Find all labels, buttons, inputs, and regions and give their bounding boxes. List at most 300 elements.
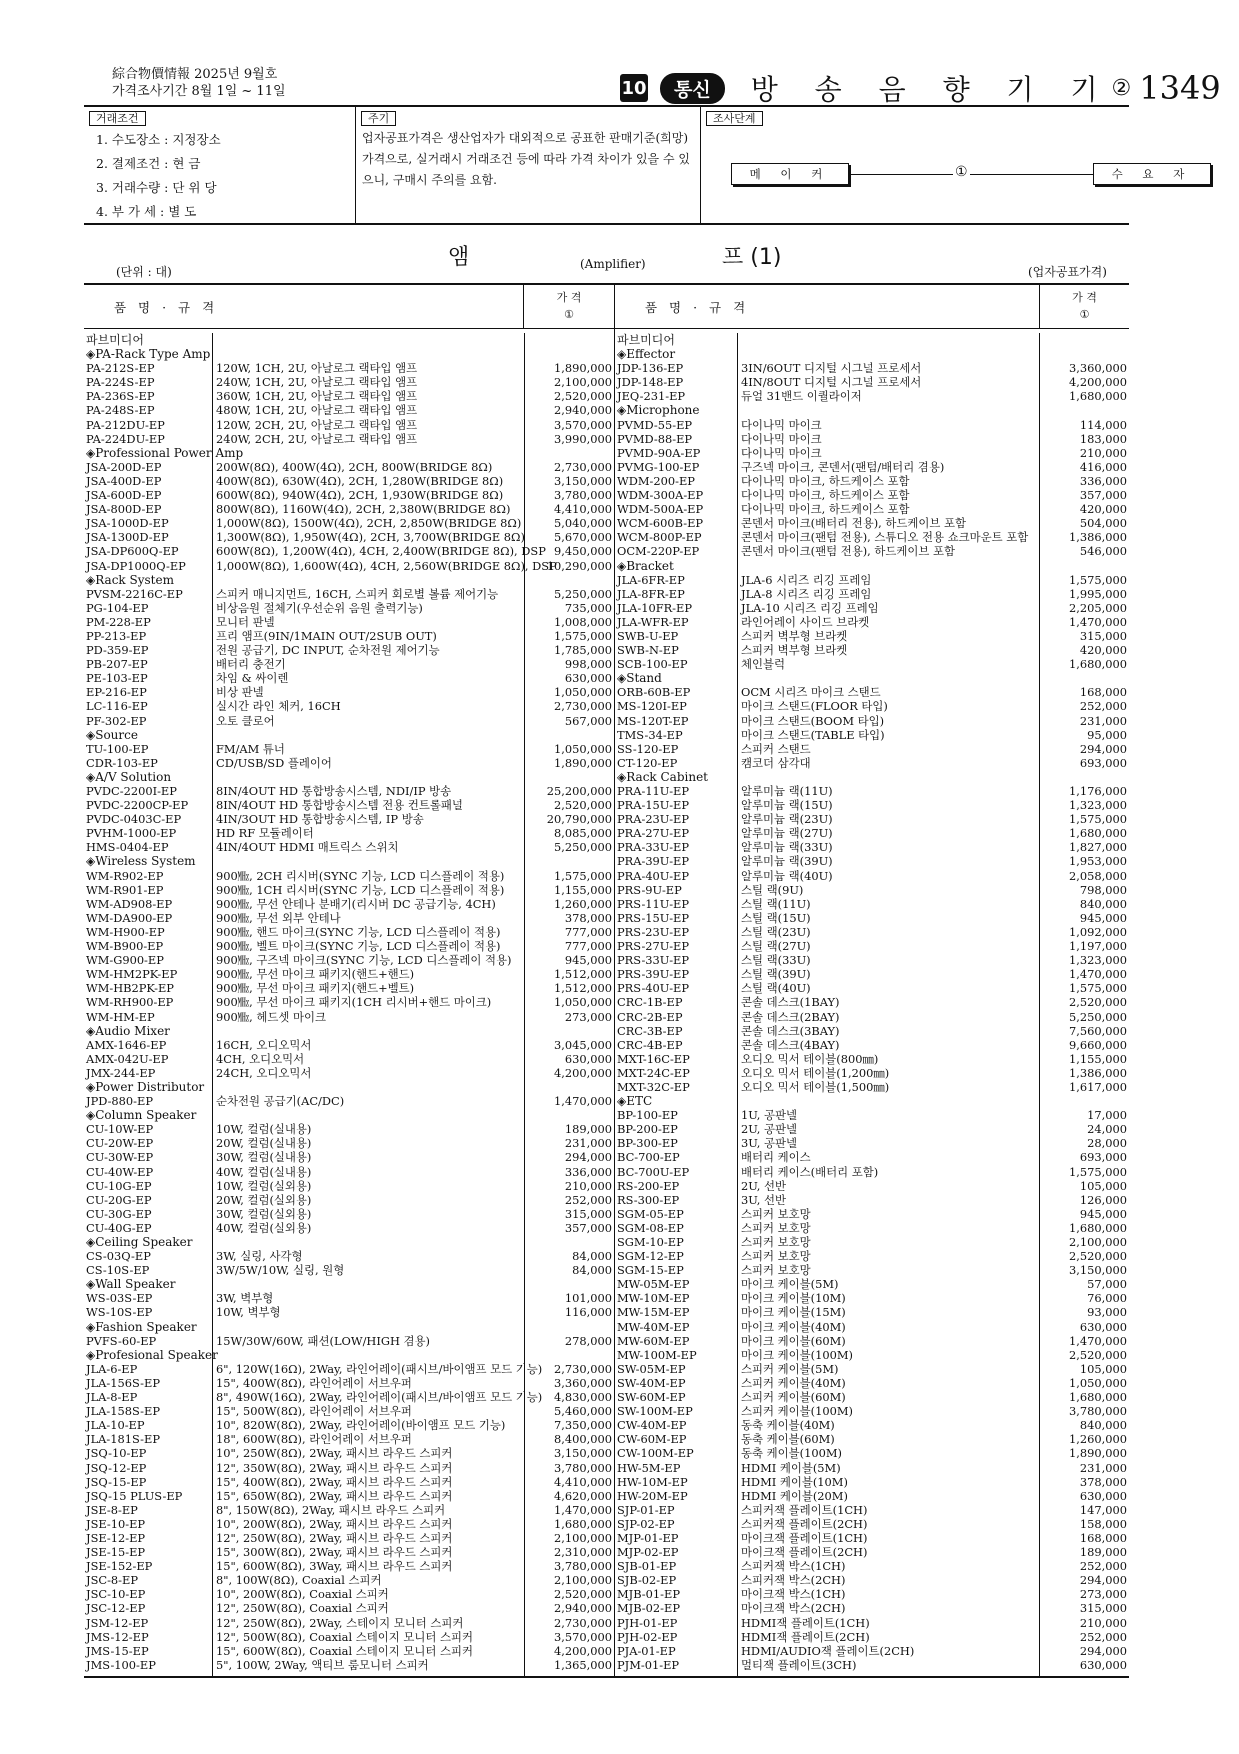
price-value: 5,250,000 <box>554 586 612 601</box>
table-row <box>615 615 1129 629</box>
unit-label: (단위 : 대) <box>116 265 172 279</box>
model-name: CRC-3B-EP <box>617 1023 683 1038</box>
model-name: CU-40W-EP <box>86 1164 154 1179</box>
price-value: 1,890,000 <box>1069 1446 1127 1461</box>
table-row <box>615 587 1129 601</box>
right-rows <box>615 333 1129 1672</box>
model-name: SJB-01-EP <box>617 1559 677 1574</box>
model-name: PJM-01-EP <box>617 1657 680 1672</box>
model-name: WDM-300A-EP <box>617 488 704 503</box>
price-value: 1,575,000 <box>1069 812 1127 827</box>
price-value: 189,000 <box>1079 1545 1127 1560</box>
price-value: 735,000 <box>564 600 612 615</box>
model-name: WM-HM-EP <box>86 1009 155 1024</box>
model-name: HW-10M-EP <box>617 1474 688 1489</box>
spec-text: HD RF 모듈레이터 <box>216 826 314 841</box>
table-row <box>84 869 614 883</box>
model-name: PVHM-1000-EP <box>86 826 177 841</box>
spec-text: 마이크 케이블(15M) <box>741 1305 846 1320</box>
table-row <box>615 1193 1129 1207</box>
price-value: 252,000 <box>564 1192 612 1207</box>
spec-text: 스피커잭 플레이트(2CH) <box>741 1516 868 1531</box>
model-name: JMS-100-EP <box>86 1657 156 1672</box>
table-row <box>84 1489 614 1503</box>
table-row <box>615 516 1129 530</box>
column-price-header <box>1039 285 1129 329</box>
spec-text: 스틸 랙(33U) <box>741 953 811 968</box>
model-name: SJB-02-EP <box>617 1573 677 1588</box>
table-row <box>84 784 614 798</box>
spec-text: 1,300W(8Ω), 1,950W(4Ω), 2CH, 3,700W(BRIDGE 8Ω) <box>216 530 525 545</box>
price-value: 777,000 <box>564 939 612 954</box>
price-value: 8,400,000 <box>554 1432 612 1447</box>
price-value: 1,323,000 <box>1069 798 1127 813</box>
price-value: 1,575,000 <box>1069 1164 1127 1179</box>
table-row <box>615 1122 1129 1136</box>
table-title-right: 프 (1) <box>722 245 782 270</box>
price-value: 93,000 <box>1087 1305 1127 1320</box>
category-row <box>615 1094 1129 1108</box>
price-value: 630,000 <box>1079 1657 1127 1672</box>
price-value: 294,000 <box>1079 1643 1127 1658</box>
spec-text: 12", 350W(8Ω), 2Way, 패시브 라우드 스피커 <box>216 1460 453 1475</box>
table-row <box>84 629 614 643</box>
price-value: 1,680,000 <box>554 1516 612 1531</box>
spec-text: 200W(8Ω), 400W(4Ω), 2CH, 800W(BRIDGE 8Ω) <box>216 459 493 474</box>
spec-text: 900㎒, 핸드 마이크(SYNC 기능, LCD 디스플레이 적용) <box>216 924 501 939</box>
table-row <box>84 925 614 939</box>
table-row <box>615 1446 1129 1460</box>
price-value: 1,050,000 <box>1069 1375 1127 1390</box>
spec-text: 캠코더 삼각대 <box>741 755 811 770</box>
spec-text: 400W(8Ω), 630W(4Ω), 2CH, 1,280W(BRIDGE 8Ω) <box>216 473 504 488</box>
spec-text: 15", 600W(8Ω), Coaxial 스테이지 모니터 스피커 <box>216 1643 474 1658</box>
model-name: CT-120-EP <box>617 755 678 770</box>
table-row <box>615 1587 1129 1601</box>
spec-text: 비상음원 절체기(우선순위 음원 출력기능) <box>216 600 423 615</box>
term-item: 2. 결제조건 : 현 금 <box>96 156 201 171</box>
model-name: SGM-12-EP <box>617 1249 684 1264</box>
price-value: 1,155,000 <box>554 882 612 897</box>
table-row <box>84 1531 614 1545</box>
model-name: JSM-12-EP <box>86 1615 149 1630</box>
table-row <box>84 1587 614 1601</box>
spec-text: 스피커 매니지먼트, 16CH, 스피커 회로별 볼륨 제어기능 <box>216 586 499 601</box>
spec-text: 스피커 보호망 <box>741 1249 811 1264</box>
model-name: OCM-220P-EP <box>617 544 700 559</box>
section-category: 통신 <box>660 73 725 104</box>
model-name: PB-207-EP <box>86 657 148 672</box>
model-name: JLA-8-EP <box>86 1390 138 1405</box>
price-value: 3,780,000 <box>554 488 612 503</box>
price-value: 1,680,000 <box>1069 1390 1127 1405</box>
spec-text: 800W(8Ω), 1160W(4Ω), 2CH, 2,380W(BRIDGE 8Ω) <box>216 502 511 517</box>
table-row <box>84 1150 614 1164</box>
table-row <box>84 1305 614 1319</box>
model-name: PRA-33U-EP <box>617 840 690 855</box>
model-name: JSQ-15 PLUS-EP <box>86 1488 183 1503</box>
category-row <box>615 770 1129 784</box>
table-row <box>84 1207 614 1221</box>
trade-terms-label: 거래조건 <box>89 111 146 126</box>
model-name: JDP-148-EP <box>617 375 684 390</box>
table-row <box>615 812 1129 826</box>
table-row <box>84 826 614 840</box>
table-row <box>84 1334 614 1348</box>
right-column <box>615 285 1129 1676</box>
model-name: PRS-15U-EP <box>617 910 690 925</box>
price-value: 5,670,000 <box>554 530 612 545</box>
price-value: 2,520,000 <box>1069 1347 1127 1362</box>
price-value: 1,323,000 <box>1069 953 1127 968</box>
category-row <box>615 347 1129 361</box>
price-value: 336,000 <box>1079 473 1127 488</box>
spec-text: 8IN/4OUT HD 통합방송시스템 전용 컨트롤패널 <box>216 798 463 813</box>
spec-text: 15W/30W/60W, 패션(LOW/HIGH 겸용) <box>216 1333 430 1348</box>
model-name: WM-B900-EP <box>86 939 164 954</box>
table-row <box>615 1630 1129 1644</box>
spec-text: 라인어레이 사이드 브라켓 <box>741 614 870 629</box>
table-row <box>84 1193 614 1207</box>
price-value: 567,000 <box>564 713 612 728</box>
table-row <box>615 967 1129 981</box>
table-row <box>615 1559 1129 1573</box>
table-row <box>84 1432 614 1446</box>
model-name: SW-05M-EP <box>617 1361 686 1376</box>
model-name: ORB-60B-EP <box>617 685 691 700</box>
table-row <box>615 657 1129 671</box>
price-value: 630,000 <box>564 671 612 686</box>
model-name: PVMD-55-EP <box>617 417 693 432</box>
spec-text: 콘솔 데스크(2BAY) <box>741 1009 840 1024</box>
spec-text: 비상 판넬 <box>216 685 264 700</box>
table-row <box>84 488 614 502</box>
spec-text: 900㎒, 2CH 리시버(SYNC 기능, LCD 디스플레이 적용) <box>216 868 505 883</box>
model-name: EP-216-EP <box>86 685 147 700</box>
column-price-header <box>523 285 614 329</box>
table-row <box>84 1630 614 1644</box>
spec-text: 40W, 컬럼(실내용) <box>216 1164 312 1179</box>
spec-text: 전원 공급기, DC INPUT, 순차전원 제어기능 <box>216 643 440 658</box>
table-row <box>615 1108 1129 1122</box>
table-row <box>84 502 614 516</box>
table-row <box>84 418 614 432</box>
table-row <box>615 1038 1129 1052</box>
price-value: 9,660,000 <box>1069 1037 1127 1052</box>
model-name: PD-359-EP <box>86 643 149 658</box>
spec-text: 다이나믹 마이크, 하드케이스 포함 <box>741 473 910 488</box>
model-name: WM-R901-EP <box>86 882 164 897</box>
price-value: 2,100,000 <box>554 375 612 390</box>
price-value: 2,940,000 <box>554 1601 612 1616</box>
price-value: 1,680,000 <box>1069 389 1127 404</box>
model-name: WM-HM2PK-EP <box>86 967 178 982</box>
spec-text: 10", 200W(8Ω), 2Way, 패시브 라우드 스피커 <box>216 1516 453 1531</box>
price-value: 252,000 <box>1079 699 1127 714</box>
table-row <box>615 1249 1129 1263</box>
table-row <box>84 361 614 375</box>
spec-text: 스피커잭 플레이트(1CH) <box>741 1502 868 1517</box>
table-row <box>84 375 614 389</box>
price-value: 2,940,000 <box>554 403 612 418</box>
category-row <box>84 854 614 868</box>
table-row <box>615 418 1129 432</box>
spec-text: HDMI/AUDIO잭 플레이트(2CH) <box>741 1643 915 1658</box>
category-row <box>84 770 614 784</box>
spec-text: 20W, 컬럼(실외용) <box>216 1192 312 1207</box>
category-label: ◈Microphone <box>617 403 700 418</box>
model-name: JSA-1300D-EP <box>86 530 169 545</box>
price-value: 116,000 <box>564 1305 612 1320</box>
spec-text: 스틸 랙(23U) <box>741 924 811 939</box>
model-name: JLA-8FR-EP <box>617 586 685 601</box>
table-row <box>615 714 1129 728</box>
table-row <box>84 1179 614 1193</box>
category-label: ◈A/V Solution <box>86 769 172 784</box>
model-name: JLA-156S-EP <box>86 1375 160 1390</box>
spec-text: 3W, 실링, 사각형 <box>216 1249 303 1264</box>
price-value: 630,000 <box>564 1051 612 1066</box>
model-name: PRA-27U-EP <box>617 826 690 841</box>
model-name: BP-200-EP <box>617 1122 678 1137</box>
model-name: JSE-8-EP <box>86 1502 138 1517</box>
price-value: 168,000 <box>1079 1530 1127 1545</box>
model-name: JSA-DP600Q-EP <box>86 544 179 559</box>
spec-text: 8", 150W(8Ω), 2Way, 패시브 라우드 스피커 <box>216 1502 446 1517</box>
table-row <box>84 1390 614 1404</box>
spec-text: 스피커 케이블(40M) <box>741 1375 846 1390</box>
spec-text: 600W(8Ω), 940W(4Ω), 2CH, 1,930W(BRIDGE 8Ω) <box>216 488 504 503</box>
spec-text: 900㎒, 무선 마이크 패키지(핸드+핸드) <box>216 967 415 982</box>
spec-text: 스피커 벽부형 브라켓 <box>741 628 848 643</box>
price-value: 210,000 <box>1079 445 1127 460</box>
price-value: 3,150,000 <box>554 1446 612 1461</box>
price-value: 3,570,000 <box>554 417 612 432</box>
price-value: 3,570,000 <box>554 1629 612 1644</box>
price-value: 1,575,000 <box>1069 981 1127 996</box>
model-name: PRS-23U-EP <box>617 924 690 939</box>
table-row <box>84 1446 614 1460</box>
model-name: SW-100M-EP <box>617 1404 693 1419</box>
left-column <box>84 285 615 1676</box>
spec-text: 체인블럭 <box>741 657 786 672</box>
model-name: JLA-6FR-EP <box>617 572 685 587</box>
term-item: 1. 수도장소 : 지정장소 <box>96 132 221 147</box>
spec-text: 900㎒, 무선 마이크 패키지(1CH 리시버+핸드 마이크) <box>216 995 492 1010</box>
price-value: 183,000 <box>1079 431 1127 446</box>
model-name: WM-DA900-EP <box>86 910 173 925</box>
price-value: 998,000 <box>564 657 612 672</box>
category-label: ◈Column Speaker <box>86 1108 197 1123</box>
model-name: JSQ-12-EP <box>86 1460 147 1475</box>
category-row <box>84 1235 614 1249</box>
model-name: PVMD-88-EP <box>617 431 693 446</box>
model-name: PRS-33U-EP <box>617 953 690 968</box>
term-item: 3. 거래수량 : 단 위 당 <box>96 180 217 195</box>
price-value: 4,410,000 <box>554 502 612 517</box>
table-row <box>615 1390 1129 1404</box>
table-row <box>615 1052 1129 1066</box>
model-name: TU-100-EP <box>86 741 149 756</box>
table-row <box>84 1052 614 1066</box>
spec-text: JLA-10 시리즈 리깅 프레임 <box>741 600 879 615</box>
table-row <box>615 361 1129 375</box>
table-row <box>84 601 614 615</box>
table-row <box>84 1221 614 1235</box>
price-value: 114,000 <box>1079 417 1127 432</box>
model-name: WS-03S-EP <box>86 1291 153 1306</box>
table-row <box>615 939 1129 953</box>
price-value: 315,000 <box>1079 628 1127 643</box>
price-value: 24,000 <box>1087 1122 1127 1137</box>
spec-text: 콘덴서 마이크(배터리 전용), 하드케이브 포함 <box>741 516 967 531</box>
table-row <box>84 798 614 812</box>
category-label: ◈Profesional Speaker <box>86 1347 218 1362</box>
spec-text: 스피커 케이블(100M) <box>741 1404 853 1419</box>
table-row <box>615 1179 1129 1193</box>
table-row <box>84 615 614 629</box>
model-name: WM-AD908-EP <box>86 896 173 911</box>
model-name: RS-300-EP <box>617 1192 680 1207</box>
price-basis: (업자공표가격) <box>1028 265 1107 279</box>
price-value: 336,000 <box>564 1164 612 1179</box>
price-value: 1,386,000 <box>1069 530 1127 545</box>
spec-text: 600W(8Ω), 1,200W(4Ω), 4CH, 2,400W(BRIDGE 8Ω), DSP <box>216 544 546 559</box>
price-value: 1,680,000 <box>1069 657 1127 672</box>
model-name: JSA-1000D-EP <box>86 516 169 531</box>
price-value: 3,360,000 <box>1069 361 1127 376</box>
model-name: JSE-12-EP <box>86 1530 146 1545</box>
model-name: CU-30W-EP <box>86 1150 154 1165</box>
model-name: MW-40M-EP <box>617 1319 690 1334</box>
spec-text: 스틸 랙(39U) <box>741 967 811 982</box>
price-value: 4,200,000 <box>1069 375 1127 390</box>
table-row <box>84 1249 614 1263</box>
price-value: 2,730,000 <box>554 459 612 474</box>
price-value: 252,000 <box>1079 1559 1127 1574</box>
model-name: WM-HB2PK-EP <box>86 981 174 996</box>
spec-text: JLA-8 시리즈 리깅 프레임 <box>741 586 872 601</box>
model-name: JLA-WFR-EP <box>617 614 689 629</box>
spec-text: 알루미늄 랙(39U) <box>741 854 833 869</box>
spec-text: HDMI잭 플레이트(2CH) <box>741 1629 870 1644</box>
table-row <box>615 1010 1129 1024</box>
model-name: PA-224S-EP <box>86 375 155 390</box>
spec-text: 스틸 랙(9U) <box>741 882 804 897</box>
table-row <box>84 1418 614 1432</box>
category-row <box>84 1080 614 1094</box>
table-row <box>615 1517 1129 1531</box>
model-name: WS-10S-EP <box>86 1305 153 1320</box>
table-row <box>615 1207 1129 1221</box>
table-row <box>84 1404 614 1418</box>
spec-text: 24CH, 오디오믹서 <box>216 1065 312 1080</box>
table-row <box>615 798 1129 812</box>
model-name: WM-RH900-EP <box>86 995 174 1010</box>
price-value: 7,350,000 <box>554 1418 612 1433</box>
spec-text: 2U, 선반 <box>741 1178 787 1193</box>
table-row <box>615 854 1129 868</box>
price-value: 945,000 <box>1079 910 1127 925</box>
left-column-header <box>84 285 614 329</box>
table-row <box>615 1404 1129 1418</box>
spec-text: 알루미늄 랙(11U) <box>741 784 833 798</box>
price-value: 3,780,000 <box>554 1559 612 1574</box>
table-row <box>84 460 614 474</box>
spec-text: CD/USB/SD 플레이어 <box>216 755 332 770</box>
table-row <box>84 516 614 530</box>
price-value: 147,000 <box>1079 1502 1127 1517</box>
section-number: 10 <box>620 74 648 102</box>
table-row <box>615 1475 1129 1489</box>
table-row <box>84 1573 614 1587</box>
price-value: 10,290,000 <box>546 558 612 573</box>
spec-text: 스피커잭 박스(2CH) <box>741 1573 846 1588</box>
price-value: 3,780,000 <box>554 1460 612 1475</box>
category-row <box>84 1277 614 1291</box>
model-name: JSC-10-EP <box>86 1587 146 1602</box>
spec-text: 오디오 믹서 테이블(800㎜) <box>741 1051 879 1066</box>
price-value: 1,890,000 <box>554 361 612 376</box>
price-value: 1,470,000 <box>1069 1333 1127 1348</box>
price-value: 630,000 <box>1079 1488 1127 1503</box>
spec-text: HDMI 케이블(10M) <box>741 1474 848 1489</box>
price-value: 95,000 <box>1087 727 1127 742</box>
spec-text: 스피커 보호망 <box>741 1220 811 1235</box>
table-row <box>615 1080 1129 1094</box>
section-header <box>620 68 1221 108</box>
price-value: 28,000 <box>1087 1136 1127 1151</box>
table-row <box>84 671 614 685</box>
category-label: ◈Rack System <box>86 572 174 587</box>
model-name: JSE-15-EP <box>86 1545 146 1560</box>
price-value: 1,176,000 <box>1069 784 1127 798</box>
model-name: PVDC-2200I-EP <box>86 784 177 798</box>
model-name: SGM-08-EP <box>617 1220 684 1235</box>
spec-text: 12", 250W(8Ω), Coaxial 스피커 <box>216 1601 389 1616</box>
spec-text: HDMI 케이블(20M) <box>741 1488 848 1503</box>
price-value: 1,827,000 <box>1069 840 1127 855</box>
category-row <box>84 347 614 361</box>
model-name: JMX-244-EP <box>86 1065 156 1080</box>
model-name: PVDC-2200CP-EP <box>86 798 189 813</box>
price-value: 210,000 <box>1079 1615 1127 1630</box>
spec-text: 900㎒, 헤드셋 마이크 <box>216 1009 327 1024</box>
price-value: 5,250,000 <box>1069 1009 1127 1024</box>
info-panel <box>84 105 1193 225</box>
price-value: 4,830,000 <box>554 1390 612 1405</box>
price-value: 1,512,000 <box>554 981 612 996</box>
model-name: PJH-02-EP <box>617 1629 678 1644</box>
spec-text: 10W, 컬럼(실외용) <box>216 1178 312 1193</box>
model-name: PRS-11U-EP <box>617 896 690 911</box>
price-value: 5,250,000 <box>554 840 612 855</box>
price-value: 5,040,000 <box>554 516 612 531</box>
spec-text: 900㎒, 구즈넥 마이크(SYNC 기능, LCD 디스플레이 적용) <box>216 953 512 968</box>
price-table <box>84 283 1129 1678</box>
spec-text: 15", 650W(8Ω), 2Way, 패시브 라우드 스피커 <box>216 1488 453 1503</box>
price-value: 2,100,000 <box>554 1573 612 1588</box>
table-row <box>615 699 1129 713</box>
table-row <box>615 756 1129 770</box>
price-value: 3,360,000 <box>554 1375 612 1390</box>
spec-text: 스틸 랙(40U) <box>741 981 811 996</box>
spec-text: 다이나믹 마이크, 하드케이스 포함 <box>741 488 910 503</box>
category-label: ◈PA-Rack Type Amp <box>86 347 211 362</box>
table-row <box>615 1066 1129 1080</box>
table-row <box>615 728 1129 742</box>
model-name: MW-100M-EP <box>617 1347 697 1362</box>
